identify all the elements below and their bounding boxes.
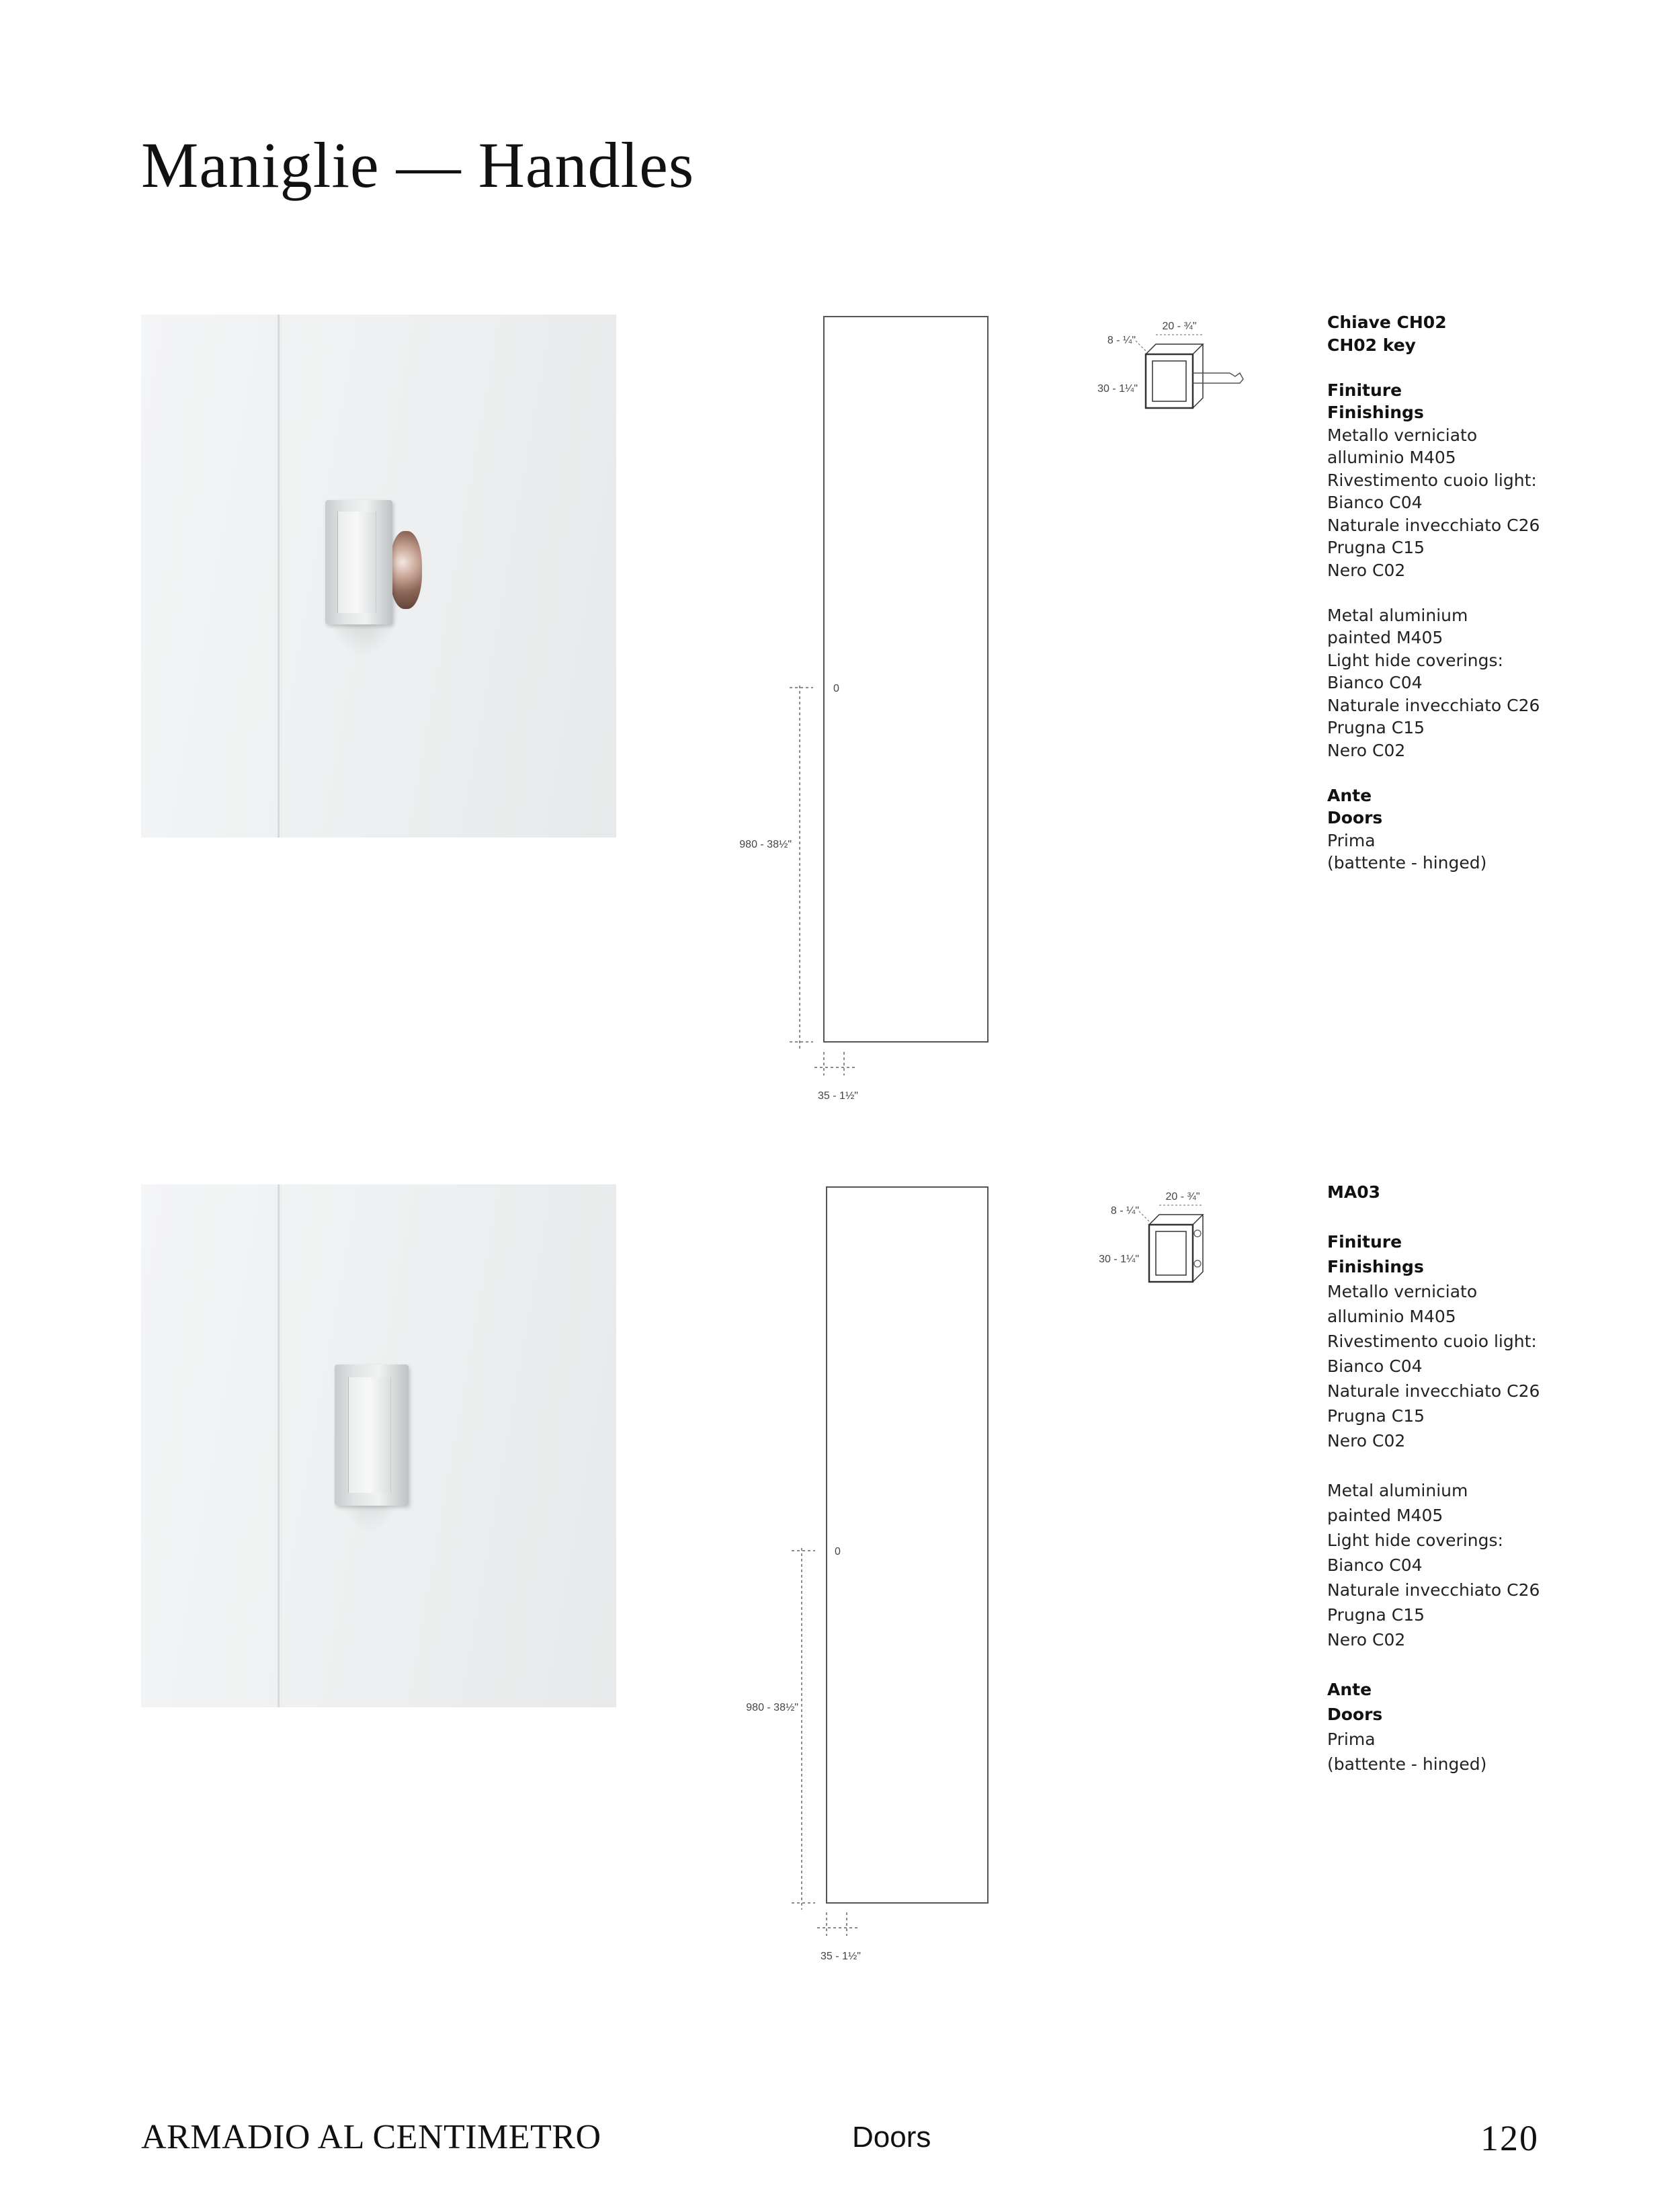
finish-item-it: Rivestimento cuoio light: — [1327, 470, 1537, 490]
doors-heading-it: Ante — [1327, 1680, 1372, 1699]
offset-label: 35 - 1½" — [818, 1090, 858, 1102]
footer-brand: ARMADIO AL CENTIMETRO — [141, 2118, 601, 2156]
finish-item-en: painted M405 — [1327, 1506, 1443, 1525]
key-knob — [390, 531, 422, 609]
finish-item-it: Naturale invecchiato C26 — [1327, 515, 1540, 535]
door-type: Prima — [1327, 1729, 1376, 1749]
datum-symbol: 0 — [833, 683, 839, 694]
finish-item-en: painted M405 — [1327, 628, 1443, 647]
finish-item-it: Bianco C04 — [1327, 493, 1423, 512]
door-seam — [278, 315, 282, 838]
finish-item-en: Nero C02 — [1327, 740, 1406, 760]
finish-item-en: Light hide coverings: — [1327, 1531, 1503, 1550]
datum-symbol: 0 — [835, 1546, 841, 1557]
technical-drawing-ma03 — [706, 1180, 1257, 1980]
finish-item-en: Bianco C04 — [1327, 1555, 1423, 1575]
finish-item-it: Prugna C15 — [1327, 538, 1425, 557]
doors-heading-it: Ante — [1327, 785, 1372, 805]
door-type-detail: (battente - hinged) — [1327, 853, 1487, 872]
product-name-it: Chiave CH02 — [1327, 313, 1447, 332]
handle-width-label: 20 - ¾" — [1165, 1191, 1200, 1203]
product-photo-ma03 — [141, 1184, 616, 1707]
spec-ch02 — [1327, 311, 1609, 874]
door-type-detail: (battente - hinged) — [1327, 1754, 1487, 1774]
handle-depth-label: 8 - ¼" — [1110, 1205, 1139, 1217]
footer-section-title: Doors — [852, 2121, 931, 2154]
finishes-heading-it: Finiture — [1327, 1232, 1402, 1252]
finish-item-en: Naturale invecchiato C26 — [1327, 695, 1540, 715]
finish-item-en: Prugna C15 — [1327, 718, 1425, 737]
handle-section-sketch — [1136, 335, 1243, 408]
door-panel-outline — [824, 317, 988, 1042]
handle-height-label: 30 - 1¼" — [1097, 383, 1138, 395]
finish-item-it: Metallo verniciato — [1327, 1282, 1478, 1301]
offset-label: 35 - 1½" — [821, 1951, 861, 1962]
finish-item-it: Naturale invecchiato C26 — [1327, 1381, 1540, 1401]
finish-item-it: Metallo verniciato — [1327, 425, 1478, 445]
finish-item-en: Bianco C04 — [1327, 673, 1423, 692]
handle-section-sketch — [1139, 1205, 1203, 1282]
door-panel-outline — [827, 1187, 988, 1903]
door-height-label: 980 - 38½" — [739, 839, 792, 850]
handle-height-label: 30 - 1¼" — [1099, 1254, 1139, 1265]
finish-item-en: Metal aluminium — [1327, 1481, 1468, 1500]
handle-block — [325, 500, 392, 624]
finish-item-it: Rivestimento cuoio light: — [1327, 1332, 1537, 1351]
door-type: Prima — [1327, 830, 1376, 850]
finish-item-it: Nero C02 — [1327, 560, 1406, 580]
product-name: MA03 — [1327, 1182, 1381, 1202]
handle-face — [348, 1377, 391, 1493]
spec-ma03 — [1327, 1180, 1609, 1777]
finishes-heading-en: Finishings — [1327, 403, 1424, 422]
handle-width-label: 20 - ¾" — [1162, 321, 1197, 332]
page-title: Maniglie — Handles — [141, 129, 695, 201]
finish-item-en: Naturale invecchiato C26 — [1327, 1580, 1540, 1600]
finish-item-en: Metal aluminium — [1327, 605, 1468, 625]
finish-item-it: Bianco C04 — [1327, 1356, 1423, 1376]
finish-item-en: Nero C02 — [1327, 1630, 1406, 1650]
finishes-heading-it: Finiture — [1327, 380, 1402, 400]
doors-heading-en: Doors — [1327, 1705, 1383, 1724]
finish-item-en: Light hide coverings: — [1327, 650, 1503, 670]
door-height-label: 980 - 38½" — [746, 1702, 798, 1713]
handle-face — [337, 512, 376, 614]
finishes-heading-en: Finishings — [1327, 1257, 1424, 1276]
finish-item-it: alluminio M405 — [1327, 1307, 1456, 1326]
finish-item-it: Prugna C15 — [1327, 1406, 1425, 1426]
technical-drawing-ch02 — [706, 309, 1257, 1109]
handle-block — [335, 1365, 409, 1506]
product-photo-ch02 — [141, 315, 616, 838]
finish-item-it: alluminio M405 — [1327, 448, 1456, 467]
finish-item-it: Nero C02 — [1327, 1431, 1406, 1451]
handle-depth-label: 8 - ¼" — [1107, 335, 1136, 346]
finish-item-en: Prugna C15 — [1327, 1605, 1425, 1625]
page-number: 120 — [1480, 2118, 1539, 2158]
doors-heading-en: Doors — [1327, 808, 1383, 827]
product-name-en: CH02 key — [1327, 335, 1416, 355]
door-seam — [278, 1184, 282, 1707]
